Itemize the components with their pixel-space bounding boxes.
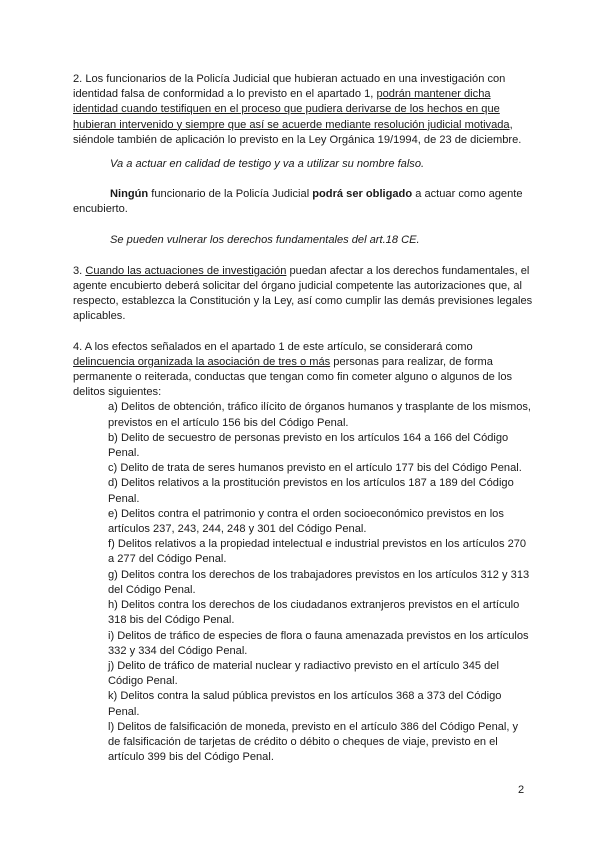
note-derechos: Se pueden vulnerar los derechos fundamentales del art.18 CE.: [110, 233, 420, 246]
agent-bold-obligado: podrá ser obligado: [312, 188, 413, 201]
list-item: i) Delitos de tráfico de especies de flora o fauna amenazada previstos en los artículos 332 y 334 del Código Penal.: [108, 629, 529, 657]
page-content: [73, 72, 533, 765]
paragraph-3: [73, 264, 533, 325]
paragraph-2: [73, 72, 533, 148]
paragraph-2-underlined: podrán mantener dicha identidad cuando testifiquen en el proceso que pudiera derivarse de los hechos en que hubieran intervenido y siempre que así se acuerde mediante resolución judicial motivada: [73, 88, 510, 131]
paragraph-3-prefix: 3.: [73, 264, 86, 277]
agent-middle: funcionario de la Policía Judicial: [148, 188, 313, 201]
paragraph-3-rest: puedan afectar a los derechos fundamentales, el agente encubierto deberá solicitar del órgano judicial competente las autorizaciones que, al respecto, establezca la Constitución y la Ley, así como cumplir las demás previsiones legales aplicables.: [73, 264, 533, 323]
paragraph-4-underlined: delincuencia organizada la asociación de tres o más: [73, 355, 331, 368]
paragraph-2-intro: 2. Los funcionarios de la Policía Judicial que hubieran actuado en una investigación con identidad falsa de conformidad a lo previsto en el apartado 1,: [73, 73, 506, 101]
agent-paragraph: [73, 187, 533, 217]
list-item: f) Delitos relativos a la propiedad intelectual e industrial previstos en los artículos 270 a 277 del Código Penal.: [108, 538, 527, 566]
agent-bold-ningun: Ningún: [110, 188, 149, 201]
crimes-list: [108, 400, 533, 765]
paragraph-4: [73, 340, 533, 401]
list-item: e) Delitos contra el patrimonio y contra el orden socioeconómico previstos en los artículos 237, 243, 244, 248 y 301 del Código Penal.: [108, 507, 504, 536]
list-item: c) Delito de trata de seres humanos previsto en el artículo 177 bis del Código Penal.: [108, 462, 522, 475]
paragraph-4-rest: personas para realizar, de forma permanente o reiterada, conductas que tengan como fin cometer alguno o algunos de los delitos siguientes:: [73, 355, 513, 399]
paragraph-3-underlined: Cuando las actuaciones de investigación: [85, 264, 287, 277]
note-testigo: Va a actuar en calidad de testigo y va a utilizar su nombre falso.: [110, 158, 425, 171]
list-item: l) Delitos de falsificación de moneda, previsto en el artículo 386 del Código Penal, y de falsificación de tarjetas de crédito o débito o cheques de viaje, previsto en el artículo 399 bis del Código Penal.: [108, 720, 519, 764]
list-item: j) Delito de tráfico de material nuclear y radiactivo previsto en el artículo 345 del Código Penal.: [108, 659, 499, 688]
page-number: 2: [518, 784, 525, 796]
paragraph-2-rest: , siéndole también de aplicación lo previsto en la Ley Orgánica 19/1994, de 23 de diciembre.: [73, 118, 522, 146]
list-item: a) Delitos de obtención, tráfico ilícito de órganos humanos y trasplante de los mismos, previstos en el artículo 156 bis del Código Penal.: [108, 401, 532, 429]
list-item: h) Delitos contra los derechos de los ciudadanos extranjeros previstos en el artículo 318 bis del Código Penal.: [108, 599, 520, 627]
list-item: k) Delitos contra la salud pública previstos en los artículos 368 a 373 del Código Penal.: [108, 690, 502, 718]
list-item: g) Delitos contra los derechos de los trabajadores previstos en los artículos 312 y 313 del Código Penal.: [108, 568, 530, 596]
list-item: d) Delitos relativos a la prostitución previstos en los artículos 187 a 189 del Código Penal.: [108, 477, 514, 505]
agent-rest: a actuar como agente encubierto.: [73, 188, 523, 216]
paragraph-4-intro: 4. A los efectos señalados en el apartado 1 de este artículo, se considerará como: [73, 340, 473, 353]
list-item: b) Delito de secuestro de personas previsto en los artículos 164 a 166 del Código Penal.: [108, 431, 509, 460]
